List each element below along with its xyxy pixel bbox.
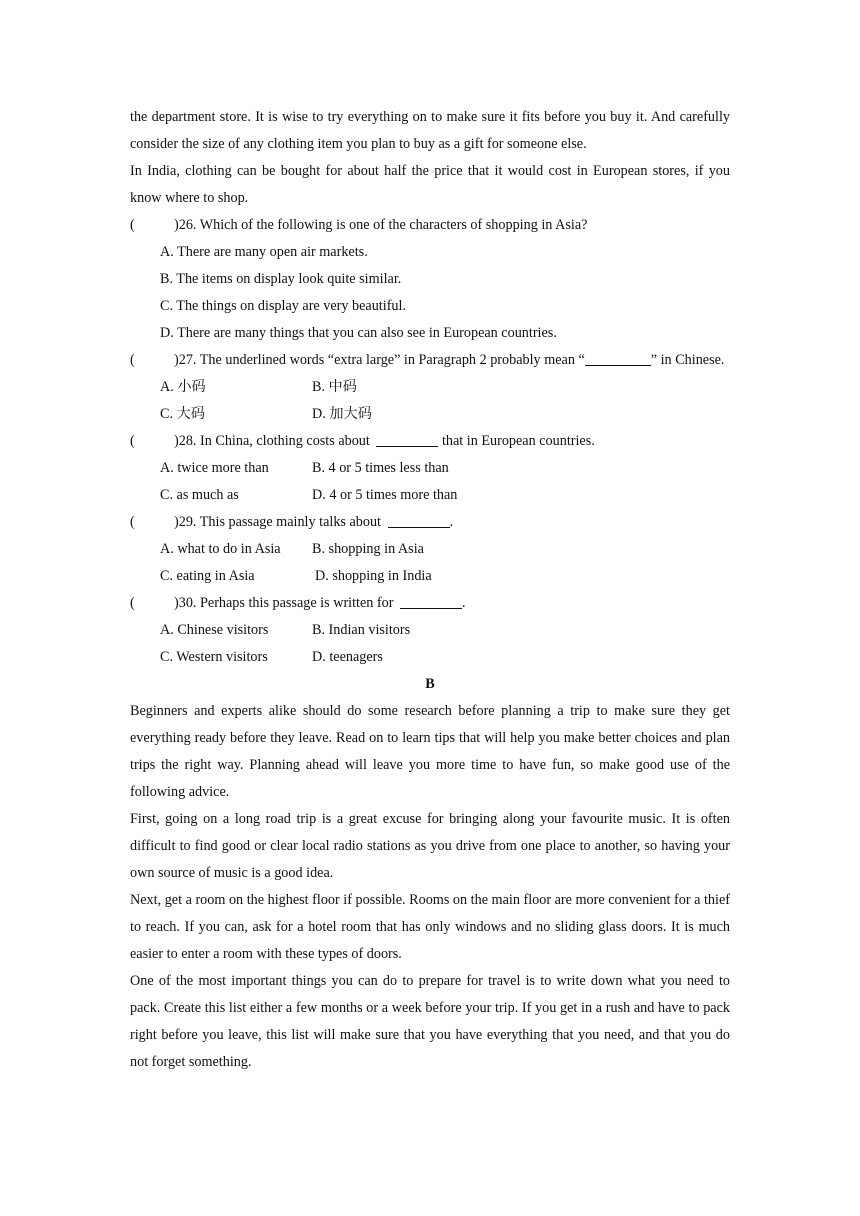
section-heading: B xyxy=(425,676,435,692)
question-27 xyxy=(130,347,730,428)
option-c: C. The things on display are very beautiful. xyxy=(160,298,406,314)
question-text-after: . xyxy=(462,595,466,611)
question-stem xyxy=(130,428,730,455)
question-stem xyxy=(130,590,730,617)
answer-blank[interactable] xyxy=(376,430,438,447)
question-stem xyxy=(130,509,730,536)
passage-b-paragraph: First, going on a long road trip is a great excuse for bringing along your favourite music. It is often difficult to find good or clear local radio stations as you drive from one place to another, so having your own source of music is a good idea. xyxy=(130,811,730,881)
option-b: B. 4 or 5 times less than xyxy=(312,460,449,476)
question-text: )29. This passage mainly talks about xyxy=(174,514,385,530)
option-a: A. There are many open air markets. xyxy=(160,244,368,260)
option-d: D. 加大码 xyxy=(312,406,372,422)
answer-blank[interactable] xyxy=(388,511,450,528)
question-text: )30. Perhaps this passage is written for xyxy=(174,595,398,611)
answer-blank[interactable] xyxy=(400,592,462,609)
answer-paren[interactable]: ( xyxy=(130,433,135,449)
question-stem xyxy=(130,212,730,239)
question-text-after: ” in Chinese. xyxy=(650,352,725,368)
passage-a-paragraph: the department store. It is wise to try everything on to make sure it fits before you buy it. And carefully consider the size of any clothing item you plan to buy as a gift for someone else. xyxy=(130,109,730,152)
option-c: C. Western visitors xyxy=(160,649,268,665)
option-row xyxy=(160,374,730,401)
option-row xyxy=(160,536,730,563)
question-30 xyxy=(130,590,730,671)
passage-b-paragraph: Beginners and experts alike should do some research before planning a trip to make sure they get everything ready before they leave. Read on to learn tips that will help you make better choices and plan trips the right way. Planning ahead will leave you more time to have fun, so make good use of the following advice. xyxy=(130,703,730,800)
answer-paren[interactable]: ( xyxy=(130,595,135,611)
option-c: C. 大码 xyxy=(160,406,205,422)
question-28 xyxy=(130,428,730,509)
option-row xyxy=(160,482,730,509)
answer-paren[interactable]: ( xyxy=(130,217,135,233)
option-row xyxy=(160,644,730,671)
passage-b-paragraph: Next, get a room on the highest floor if possible. Rooms on the main floor are more convenient for a thief to reach. If you can, ask for a hotel room that has only windows and no sliding glass doors. It is much easier to enter a room with these types of doors. xyxy=(130,892,730,962)
option-b: B. 中码 xyxy=(312,379,357,395)
option-b: B. The items on display look quite similar. xyxy=(160,271,402,287)
option-b: B. shopping in Asia xyxy=(312,541,424,557)
question-29 xyxy=(130,509,730,590)
option-c: C. as much as xyxy=(160,487,239,503)
option-a: A. twice more than xyxy=(160,460,269,476)
option-d: D. 4 or 5 times more than xyxy=(312,487,458,503)
question-text-after: . xyxy=(449,514,454,530)
question-text: )26. Which of the following is one of the characters of shopping in Asia? xyxy=(174,217,588,233)
question-text: )28. In China, clothing costs about xyxy=(174,433,374,449)
option-a: A. 小码 xyxy=(160,379,206,395)
question-text: )27. The underlined words “extra large” in Paragraph 2 probably mean “ xyxy=(174,352,585,368)
option-b: B. Indian visitors xyxy=(312,622,411,638)
passage-a-paragraph: In India, clothing can be bought for about half the price that it would cost in European stores, if you know where to shop. xyxy=(130,163,730,206)
option-row xyxy=(160,455,730,482)
answer-paren[interactable]: ( xyxy=(130,352,135,368)
option-a: A. Chinese visitors xyxy=(160,622,269,638)
question-stem xyxy=(130,347,730,374)
option-row xyxy=(160,563,730,590)
answer-blank[interactable] xyxy=(585,349,651,366)
option-row xyxy=(160,401,730,428)
passage-b-paragraph: One of the most important things you can do to prepare for travel is to write down what you need to pack. Create this list either a few months or a week before your trip. If you get in a rush and have to pack right before you leave, this list will make sure that you have everything that you need, and that you do not forget something. xyxy=(130,973,730,1070)
question-text-after: that in European countries. xyxy=(438,433,595,449)
question-26 xyxy=(130,212,730,347)
answer-paren[interactable]: ( xyxy=(130,514,135,530)
option-c: C. eating in Asia xyxy=(160,568,255,584)
option-d: D. teenagers xyxy=(312,649,383,665)
option-a: A. what to do in Asia xyxy=(160,541,281,557)
option-d: D. There are many things that you can also see in European countries. xyxy=(160,325,557,341)
option-row xyxy=(160,617,730,644)
option-d: D. shopping in India xyxy=(315,568,432,584)
document-content xyxy=(130,104,730,1076)
